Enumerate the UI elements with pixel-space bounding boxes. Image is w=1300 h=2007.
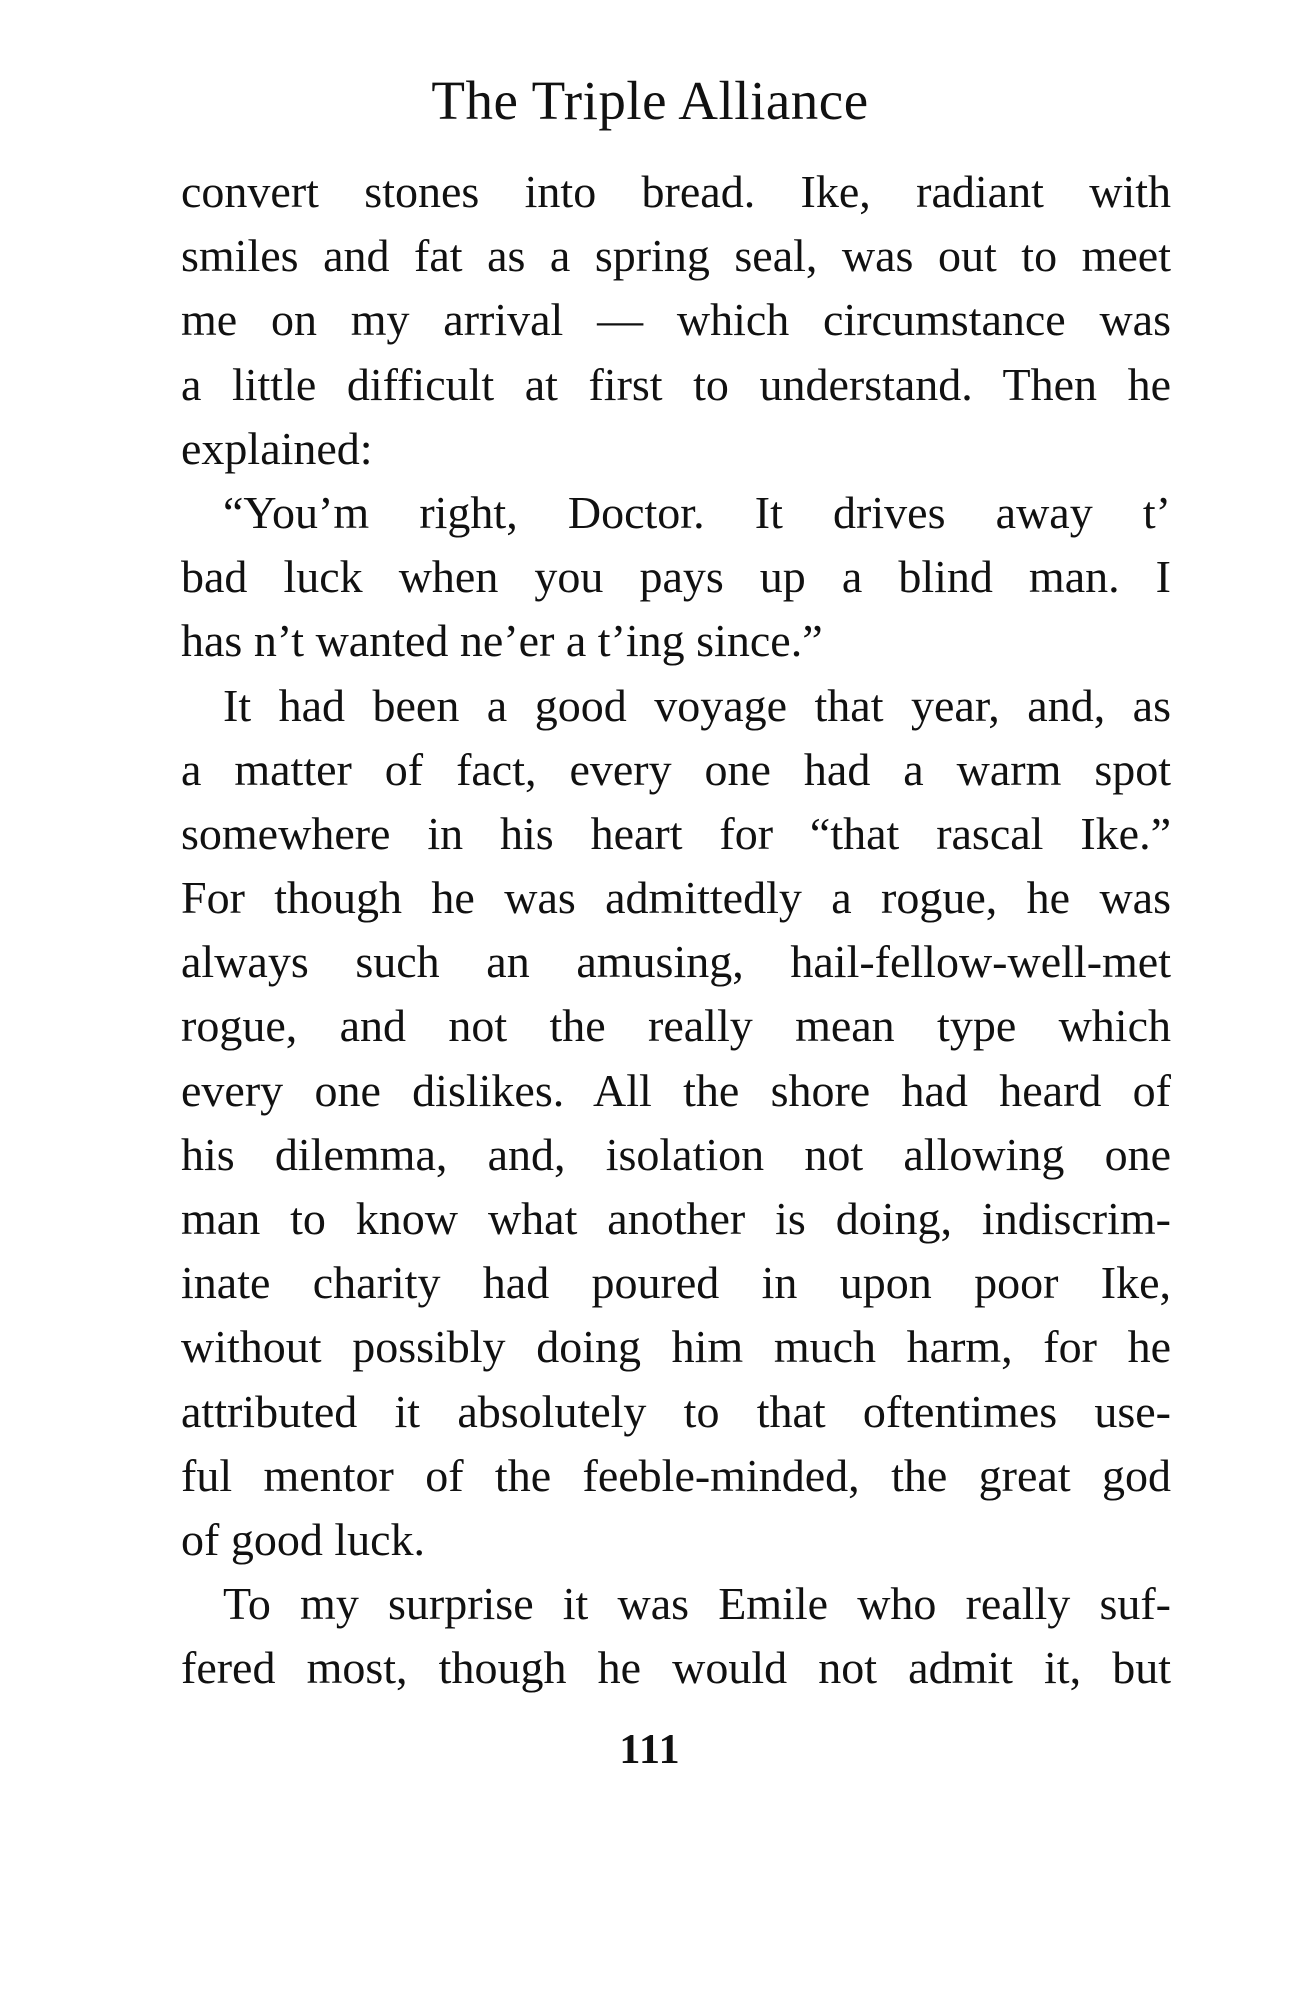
text-line: of good luck. [181,1513,426,1565]
text-line: man to know what another is doing, indiscrim- [181,1193,1171,1244]
text-line: convert stones into bread. Ike, radiant with [181,166,1171,217]
paragraph-2 [181,481,1171,674]
text-line: always such an amusing, hail-fellow-well-met [181,936,1171,988]
text-line: inate charity had poured in upon poor Ike, [181,1257,1171,1309]
text-line: every one dislikes. All the shore had heard of [181,1064,1171,1116]
text-line: attributed it absolutely to that oftentimes use- [181,1385,1171,1437]
text-line: somewhere in his heart for “that rascal Ike.” [181,807,1171,859]
text-line: has n’t wanted ne’er a t’ing since.” [181,615,823,667]
text-line: fered most, though he would not admit it, but [181,1642,1171,1694]
paragraph-4 [181,1572,1171,1700]
paragraph-1 [181,160,1171,481]
text-line: me on my arrival — which circumstance was [181,294,1171,346]
text-line: For though he was admittedly a rogue, he was [181,872,1171,924]
text-line: without possibly doing him much harm, for he [181,1321,1171,1373]
text-line: a little difficult at first to understand. Then he [181,358,1171,410]
text-line: a matter of fact, every one had a warm spot [181,743,1171,795]
text-line: “You’m right, Doctor. It drives away t’ [223,486,1171,538]
text-line: ful mentor of the feeble-minded, the great god [181,1449,1171,1501]
text-line: his dilemma, and, isolation not allowing one [181,1128,1171,1180]
text-line: To my surprise it was Emile who really suf- [223,1578,1171,1630]
text-line: explained: [181,422,373,474]
text-line: rogue, and not the really mean type which [181,1000,1171,1052]
page-number: 111 [619,1727,681,1773]
running-head: The Triple Alliance [431,70,869,131]
text-line: smiles and fat as a spring seal, was out to meet [181,230,1171,282]
body-text [181,160,1171,1701]
paragraph-3 [181,674,1171,1573]
text-line: It had been a good voyage that year, and, as [223,679,1171,731]
text-line: bad luck when you pays up a blind man. I [181,551,1171,603]
